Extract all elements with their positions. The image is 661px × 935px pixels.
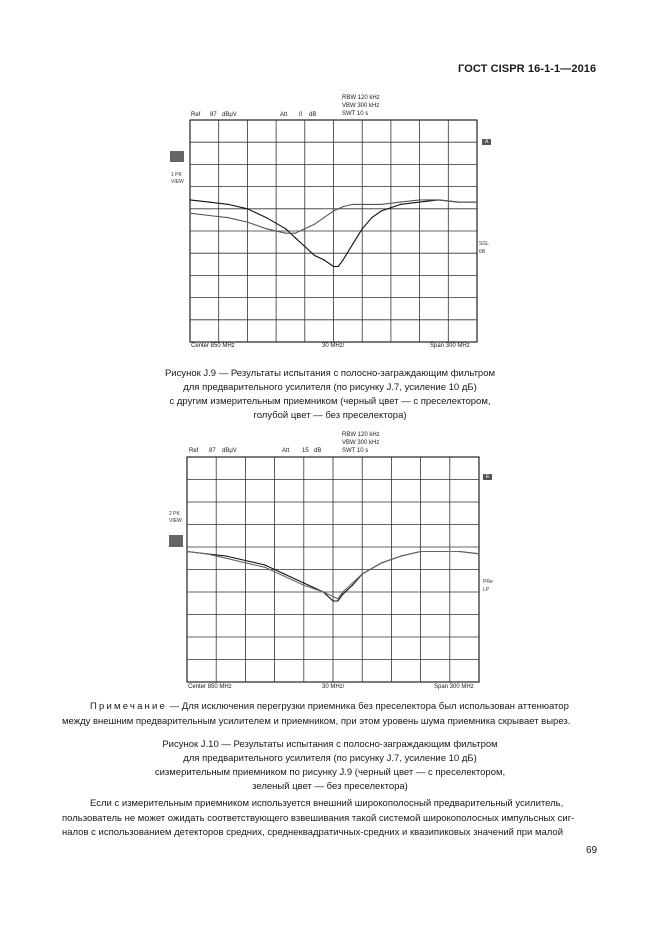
data-point bbox=[209, 215, 210, 216]
data-point bbox=[419, 199, 420, 200]
data-point bbox=[284, 573, 285, 574]
data-point bbox=[225, 555, 226, 556]
ref-label: Ref bbox=[191, 112, 201, 118]
data-point bbox=[314, 255, 315, 256]
data-point bbox=[323, 259, 324, 260]
data-point bbox=[342, 591, 343, 592]
trace-label: 2 PK bbox=[169, 511, 180, 517]
data-point bbox=[400, 204, 401, 205]
data-point bbox=[476, 202, 477, 203]
rbw-label: RBW 120 kHz bbox=[342, 95, 380, 101]
att-label: Att bbox=[280, 112, 288, 118]
data-point bbox=[342, 206, 343, 207]
note-label: Примечание bbox=[90, 701, 167, 712]
att-unit: dB bbox=[314, 448, 322, 454]
figure-j9-caption bbox=[100, 367, 560, 423]
data-point bbox=[323, 217, 324, 218]
data-point bbox=[342, 594, 343, 595]
caption-line: с другим измерительным приемником (черный цвет — с преселектором, bbox=[169, 396, 491, 407]
data-point bbox=[189, 199, 190, 200]
data-point bbox=[401, 555, 402, 556]
ref-value: 87 bbox=[209, 448, 216, 454]
data-point bbox=[285, 233, 286, 234]
data-point bbox=[304, 246, 305, 247]
note-dash: — bbox=[167, 701, 182, 712]
data-point bbox=[459, 551, 460, 552]
data-point bbox=[342, 259, 343, 260]
span-label: Span 300 MHz bbox=[434, 684, 474, 690]
swt-label: SWT 10 s bbox=[342, 111, 369, 117]
document-header: ГОСТ CISPR 16-1-1—2016 bbox=[458, 63, 597, 75]
page-number: 69 bbox=[586, 845, 598, 856]
swt-label: SWT 10 s bbox=[342, 448, 369, 454]
note-line-1 bbox=[62, 700, 600, 715]
data-point bbox=[225, 558, 226, 559]
data-point bbox=[478, 553, 479, 554]
data-point bbox=[352, 244, 353, 245]
data-point bbox=[303, 585, 304, 586]
data-point bbox=[332, 596, 333, 597]
data-point bbox=[266, 217, 267, 218]
caption-line: Рисунок J.10 — Результаты испытания с полосно-заграждающим фильтром bbox=[162, 739, 498, 750]
data-point bbox=[295, 237, 296, 238]
trace-label: 1 PK bbox=[171, 172, 182, 178]
caption-line: для предварительного усилителя (по рисунку J.7, усиление 10 дБ) bbox=[183, 753, 477, 764]
per-div-label: 30 MHz/ bbox=[322, 343, 345, 349]
data-point bbox=[457, 202, 458, 203]
data-point bbox=[264, 564, 265, 565]
caption-line: сизмерительным приемником по рисунку J.9 (черный цвет — с преселектором, bbox=[154, 767, 506, 778]
data-point bbox=[303, 582, 304, 583]
per-div-label: 30 MHz/ bbox=[322, 684, 345, 690]
data-point bbox=[264, 567, 265, 568]
data-point bbox=[332, 600, 333, 601]
caption-line: зеленый цвет — без преселектора) bbox=[252, 781, 408, 792]
data-point bbox=[304, 228, 305, 229]
data-point bbox=[439, 551, 440, 552]
data-point bbox=[362, 573, 363, 574]
data-point bbox=[189, 213, 190, 214]
paragraph-line: пользователь не может ожидать соответствующего взвешивания такой системой широкополосных импульсных сиг- bbox=[62, 812, 575, 824]
spectrum-chart-j10 bbox=[187, 457, 479, 682]
paragraph-line: Если с измерительным приемником используется внешний широкополосный предварительный усилитель, bbox=[90, 798, 564, 809]
data-point bbox=[284, 576, 285, 577]
ref-label: Ref bbox=[189, 448, 199, 454]
ref-unit: dBμV bbox=[222, 448, 237, 454]
center-label: Center 850 MHz bbox=[188, 684, 232, 690]
data-point bbox=[419, 202, 420, 203]
ref-unit: dBμV bbox=[222, 112, 237, 118]
side-note-1: PRe bbox=[483, 579, 493, 585]
figure-j10-caption bbox=[100, 738, 560, 794]
data-point bbox=[381, 204, 382, 205]
data-point bbox=[295, 233, 296, 234]
marker-box-icon bbox=[169, 535, 183, 547]
paragraph-line: налов с использованием детекторов средних, среднеквадратичных-средних и квазипиковых значений при малой bbox=[62, 827, 564, 838]
data-point bbox=[186, 551, 187, 552]
data-point bbox=[323, 591, 324, 592]
vbw-label: VBW 300 kHz bbox=[342, 103, 380, 109]
caption-line: для предварительного усилителя (по рисунку J.7, усиление 10 дБ) bbox=[183, 382, 477, 393]
note-text-2: между внешним предварительным усилителем и приемником, при этом уровень шума приемника скрывает вырез. bbox=[62, 715, 571, 727]
att-value: 0 bbox=[299, 112, 303, 118]
caption-line: голубой цвет — без преселектора) bbox=[253, 410, 407, 421]
data-point bbox=[381, 562, 382, 563]
center-label: Center 850 MHz bbox=[191, 343, 235, 349]
data-point bbox=[333, 266, 334, 267]
data-point bbox=[266, 228, 267, 229]
tag-badge: E bbox=[483, 474, 492, 480]
data-point bbox=[333, 210, 334, 211]
data-point bbox=[337, 598, 338, 599]
data-point bbox=[352, 582, 353, 583]
att-label: Att bbox=[282, 448, 290, 454]
att-unit: dB bbox=[309, 112, 317, 118]
data-point bbox=[209, 202, 210, 203]
data-point bbox=[420, 551, 421, 552]
view-label: VIEW bbox=[171, 179, 184, 185]
side-note-2: LP bbox=[483, 587, 490, 593]
data-point bbox=[247, 208, 248, 209]
span-label: Span 300 MHz bbox=[430, 343, 470, 349]
data-point bbox=[338, 266, 339, 267]
view-label: VIEW bbox=[169, 518, 182, 524]
data-point bbox=[285, 228, 286, 229]
data-point bbox=[362, 228, 363, 229]
side-note-1: SGL bbox=[479, 241, 490, 247]
tag-badge: A bbox=[482, 139, 491, 145]
marker-box-icon bbox=[170, 151, 184, 162]
data-point bbox=[337, 600, 338, 601]
paragraph bbox=[62, 797, 600, 841]
data-point bbox=[381, 210, 382, 211]
note-block bbox=[62, 700, 600, 729]
data-point bbox=[245, 562, 246, 563]
data-point bbox=[371, 217, 372, 218]
data-point bbox=[247, 222, 248, 223]
data-point bbox=[362, 204, 363, 205]
data-point bbox=[400, 202, 401, 203]
caption-line: Рисунок J.9 — Результаты испытания с полосно-заграждающим фильтром bbox=[164, 368, 496, 379]
spectrum-chart-j9 bbox=[190, 120, 477, 342]
data-point bbox=[352, 204, 353, 205]
note-text-1: Для исключения перегрузки приемника без преселектора был использован аттенюатор bbox=[181, 701, 569, 712]
att-value: 15 bbox=[302, 448, 309, 454]
data-point bbox=[206, 553, 207, 554]
side-note-2: 6B bbox=[479, 249, 486, 255]
data-point bbox=[314, 224, 315, 225]
data-point bbox=[245, 560, 246, 561]
vbw-label: VBW 300 kHz bbox=[342, 440, 380, 446]
data-point bbox=[438, 199, 439, 200]
data-point bbox=[228, 204, 229, 205]
data-point bbox=[352, 585, 353, 586]
ref-value: 87 bbox=[210, 112, 217, 118]
data-point bbox=[228, 217, 229, 218]
rbw-label: RBW 120 kHz bbox=[342, 432, 380, 438]
